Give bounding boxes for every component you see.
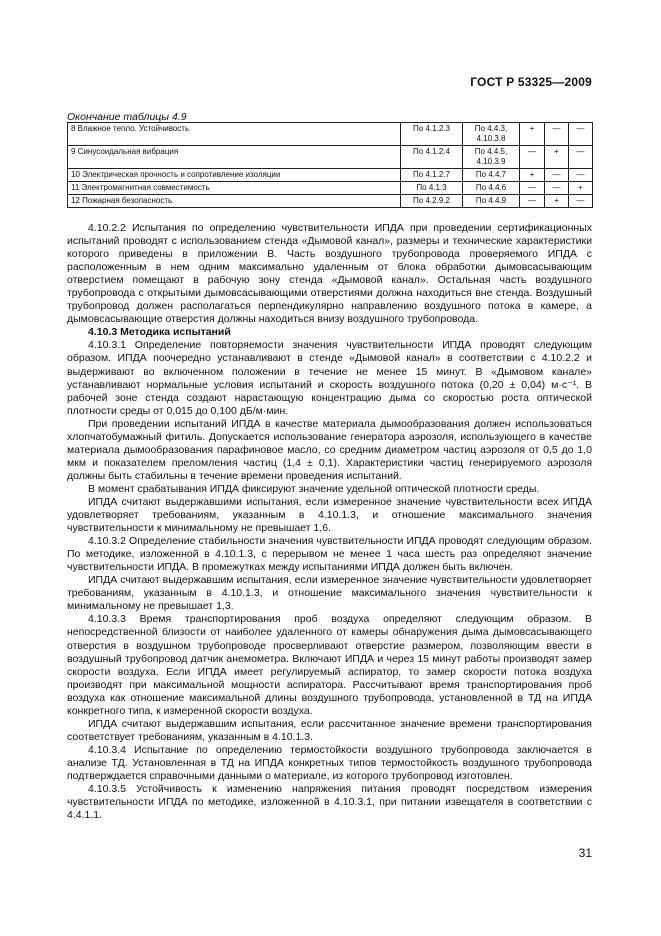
test-name-cell: 9 Синусоидальная вибрация [68,146,401,169]
section-heading-4-10-3: 4.10.3 Методика испытаний [88,326,231,339]
test-name-cell: 12 Пожарная безопасность [68,195,401,208]
test-name-cell: 10 Электрическая прочность и сопротивление изоляции [68,169,401,182]
paragraph-4-10-3-3: 4.10.3.3 Время транспортирования проб воздуха определяют следующим образом. В непосредственной близости от наиболее удаленного от камеры обнаружения дыма дымовсасывающего отверстия в воздушном трубопроводе просверливают отверстие размером, позволяющим ввести в воздушный трубопровод датчик анемометра. Включают ИПДА и через 15 минут работы производят замер скорости воздуха. Если ИПДА имеет регулируемый аспиратор, то замер скорости потока воздуха производят при максимальной мощности аспиратора. Рассчитывают время транспортирования проб воздуха как отношение максимальной длины воздушного трубопровода, установленной в ТД на ИПДА конкретного типа, к измеренной скорости воздуха. [67,613,592,717]
mark-cell-1: + [520,169,545,182]
paragraph-smoke-material: При проведении испытаний ИПДА в качестве материала дымообразования должен использоваться хлопчатобумажный фитиль. Допускается использование генератора аэрозоля, использующего в качестве материала дымообразования парафиновое масло, со средним диаметром частиц аэрозоля от 0,5 до 1,0 мкм и показателем преломления частиц (1,4 ± 0,1). Характеристики частиц генерируемого аэрозоля должны быть стабильны в течение времени проведения испытаний. [67,417,592,482]
document-id: ГОСТ Р 53325—2009 [470,75,592,89]
paragraph-pass-criteria-2: ИПДА считают выдержавшим испытания, если измеренное значение чувствительности удовлетворяет требованиям, указанным в 4.10.1.3, и отношение максимального значения чувствительности к минимальному не превышает 1,3. [67,574,592,613]
method-ref-cell: По 4.4.7 [463,169,520,182]
paragraph-pass-criteria-1: ИПДА считают выдержавшими испытания, если измеренное значение чувствительности всех ИПДА удовлетворяет требованиям, указанным в 4.10.1.3, и отношение максимального значения чувствительности к минимальному не превышает 1,6. [67,495,592,535]
table-caption: Окончание таблицы 4.9 [67,111,187,123]
mark-cell-2: — [545,123,569,146]
requirement-ref-cell: По 4.1.2.7 [401,169,463,182]
mark-cell-1: — [520,182,545,195]
mark-cell-2: + [545,195,569,208]
paragraph-fixation: В момент срабатывания ИПДА фиксируют значение удельной оптической плотности среды. [88,482,540,495]
mark-cell-1: — [520,146,545,169]
mark-cell-3: — [569,169,593,182]
requirement-ref-cell: По 4.2.9.2 [401,195,463,208]
page-number: 31 [578,846,592,860]
method-ref-cell: По 4.4.5, 4.10.3.9 [463,146,520,169]
requirement-ref-cell: По 4.1.2.4 [401,146,463,169]
requirement-ref-cell: По 4.1.3 [401,182,463,195]
requirement-ref-cell: По 4.1.2.3 [401,123,463,146]
test-name-cell: 11 Электромагнитная совместимость [68,182,401,195]
table-row [68,146,593,169]
method-ref-cell: По 4.4.6 [463,182,520,195]
mark-cell-3: — [569,146,593,169]
table-row [68,182,593,195]
paragraph-pass-criteria-3: ИПДА считают выдержавшим испытания, если рассчитанное значение времени транспортирования соответствует требованиям, указанным в 4.10.1.3. [67,717,592,743]
mark-cell-1: — [520,195,545,208]
mark-cell-2: — [545,182,569,195]
mark-cell-2: — [545,169,569,182]
mark-cell-3: — [569,195,593,208]
mark-cell-3: + [569,182,593,195]
method-ref-cell: По 4.4.3, 4.10.3.8 [463,123,520,146]
mark-cell-1: + [520,123,545,146]
test-table [67,122,593,208]
paragraph-4-10-3-5: 4.10.3.5 Устойчивость к изменению напряжения питания проводят посредством измерения чувствительности ИПДА по методике, изложенной в 4.10.3.1, при питании извещателя в соответствии с 4.4.1.1. [67,783,592,822]
mark-cell-2: + [545,146,569,169]
test-name-cell: 8 Влажное тепло. Устойчивость [68,123,401,146]
mark-cell-3: — [569,123,593,146]
paragraph-4-10-3-1: 4.10.3.1 Определение повторяемости значения чувствительности ИПДА проводят следующим образом. ИПДА поочередно устанавливают в стенде «Дымовой канал» в соответствии с 4.10.2.2 и выдерживают во включенном положении в течение не менее 15 минут. В «Дымовом канале» устанавливают нормальные условия испытаний и скорость воздушного потока (0,20 ± 0,04) м·с⁻¹. В рабочей зоне стенда создают нарастающую концентрацию дыма со скоростью роста оптической плотности среды от 0,015 до 0,100 дБ/м·мин. [67,339,592,417]
paragraph-4-10-3-2: 4.10.3.2 Определение стабильности значения чувствительности ИПДА проводят следующим образом. По методике, изложенной в 4.10.1.3, с перерывом не менее 1 часа шесть раз определяют значение чувствительности ИПДА. В промежутках между испытаниями ИПДА должен быть включен. [67,535,592,574]
table-row [68,169,593,182]
body-text [67,222,592,822]
table-row [68,123,593,146]
paragraph-4-10-3-4: 4.10.3.4 Испытание по определению термостойкости воздушного трубопровода заключается в анализе ТД. Установленная в ТД на ИПДА конкретных типов термостойкость воздушного трубопровода подтверждается справочными данными о материале, из которого трубопровод изготовлен. [67,743,592,782]
table-row [68,195,593,208]
paragraph-4-10-2-2: 4.10.2.2 Испытания по определению чувствительности ИПДА при проведении сертификационных испытаний проводят с использованием стенда «Дымовой канал», размеры и технические характеристики которого приведены в приложении В. Часть воздушного трубопровода проверяемого ИПДА с расположенным в нем одним максимально удаленным от блока обработки дымовсасывающим отверстием помещают в рабочую зону стенда «Дымовой канал». Остальная часть воздушного трубопровода с открытыми дымовсасывающими отверстиями должна находиться вне стенда. Воздушный трубопровод должен располагаться перпендикулярно направлению воздушного потока в камере, а дымовсасывающие отверстия должны находиться внизу воздушного трубопровода. [67,222,592,326]
method-ref-cell: По 4.4.9 [463,195,520,208]
